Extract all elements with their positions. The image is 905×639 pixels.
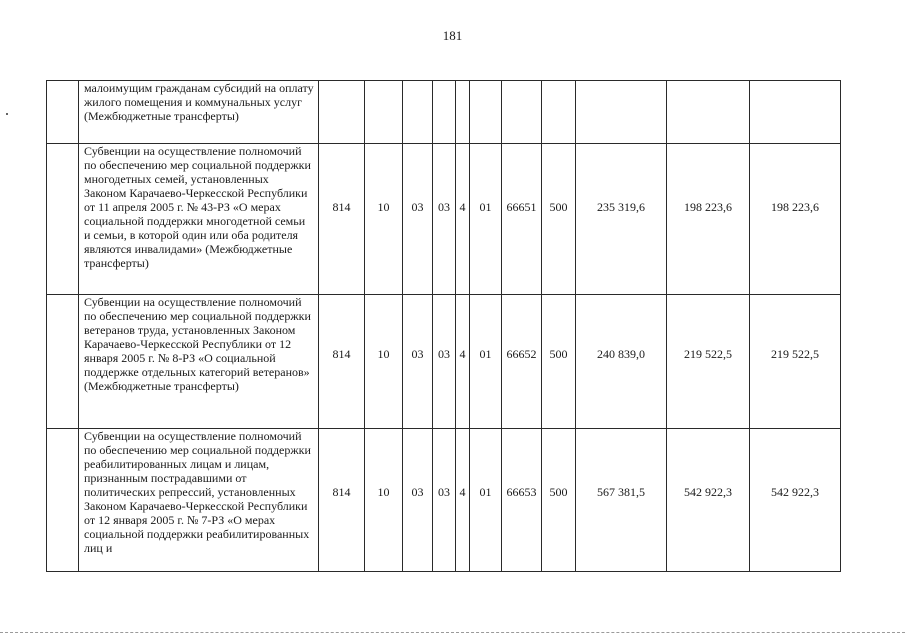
cs-part4-value: 66651 [506, 200, 537, 214]
cs-part1-value: 03 [438, 200, 450, 214]
row-name-text: Субвенции на осуществление полномочий по обеспечению мер социальной поддержки многодетных семей, установленных Законом Карачаево-Черкесской Республики от 11 апреля 2005 г. № 43-РЗ «О мерах социальной поддержки многодетной семьи и семьи, в которой один или оба родителя являются инвалидами» (Межбюджетные трансферты) [84, 144, 311, 270]
amount-year2-cell [667, 429, 750, 572]
cs-part3-value: 01 [479, 485, 492, 499]
rz-value: 10 [377, 485, 390, 499]
amount-year2-value: 219 522,5 [684, 346, 732, 361]
pr-cell [403, 295, 433, 429]
row-index-cell [47, 429, 79, 572]
amount-year3-value: 219 522,5 [771, 346, 819, 361]
row-name-cell [79, 429, 319, 572]
table-row [47, 429, 841, 572]
row-name-text: Субвенции на осуществление полномочий по обеспечению мер социальной поддержки ветеранов труда, установленных Законом Карачаево-Черкесской Республики от 12 января 2005 г. № 8-РЗ «О социальной поддержке отдельных категорий ветеранов» (Межбюджетные трансферты) [84, 295, 311, 393]
row-name-text: Субвенции на осуществление полномочий по обеспечению мер социальной поддержки реабилитированных лицам и лицам, признанным пострадавшими от политических репрессий, установленных Законом Карачаево-Черкесской Республики от 12 января 2005 г. № 7-РЗ «О мерах социальной поддержки реабилитированных лиц и [84, 429, 311, 555]
cs-part4-cell [502, 295, 542, 429]
cs-part4-value: 66653 [506, 485, 537, 499]
cs-part4-cell [502, 144, 542, 295]
amount-year1-value: 235 319,6 [597, 200, 645, 214]
row-name-cell [79, 144, 319, 295]
amount-year3-cell [750, 81, 841, 144]
row-name-cell [79, 81, 319, 144]
vr-cell [542, 81, 576, 144]
rz-cell [365, 81, 403, 144]
pr-cell [403, 429, 433, 572]
gr-cell [319, 429, 365, 572]
table-row [47, 295, 841, 429]
cs-part2-cell [456, 81, 470, 144]
amount-year2-cell [667, 81, 750, 144]
vr-value: 500 [549, 485, 568, 499]
row-name-text: малоимущим гражданам субсидий на оплату жилого помещения и коммунальных услуг (Межбюджетные трансферты) [84, 81, 314, 123]
pr-cell [403, 144, 433, 295]
pr-value: 03 [411, 200, 424, 214]
budget-table [46, 80, 841, 572]
gr-value: 814 [332, 200, 351, 214]
amount-year2-cell [667, 144, 750, 295]
gr-cell [319, 144, 365, 295]
rz-cell [365, 295, 403, 429]
amount-year3-value: 198 223,6 [771, 200, 819, 214]
rz-cell [365, 144, 403, 295]
rz-value: 10 [377, 346, 390, 361]
cs-part2-value: 4 [459, 346, 466, 361]
gr-cell [319, 81, 365, 144]
amount-year3-cell [750, 144, 841, 295]
amount-year3-value: 542 922,3 [771, 485, 819, 499]
row-index-cell [47, 81, 79, 144]
cs-part4-cell [502, 429, 542, 572]
rz-cell [365, 429, 403, 572]
amount-year2-value: 198 223,6 [684, 200, 732, 214]
amount-year1-cell [576, 144, 667, 295]
cs-part2-value: 4 [459, 485, 466, 499]
vr-value: 500 [549, 346, 568, 361]
scan-speck [6, 113, 8, 115]
cs-part3-cell [470, 295, 502, 429]
cs-part2-value: 4 [459, 200, 466, 214]
amount-year1-cell [576, 429, 667, 572]
cs-part1-value: 03 [438, 485, 450, 499]
row-name-cell [79, 295, 319, 429]
cs-part1-cell [433, 81, 456, 144]
amount-year3-cell [750, 429, 841, 572]
amount-year2-value: 542 922,3 [684, 485, 732, 499]
gr-value: 814 [332, 485, 351, 499]
scan-edge-line [0, 632, 905, 633]
amount-year1-cell [576, 81, 667, 144]
row-index-cell [47, 144, 79, 295]
cs-part2-cell [456, 144, 470, 295]
pr-value: 03 [411, 346, 424, 361]
cs-part1-cell [433, 429, 456, 572]
amount-year3-cell [750, 295, 841, 429]
amount-year1-cell [576, 295, 667, 429]
cs-part1-cell [433, 144, 456, 295]
amount-year1-value: 567 381,5 [597, 485, 645, 499]
amount-year2-cell [667, 295, 750, 429]
page-number: 181 [442, 28, 463, 43]
cs-part4-cell [502, 81, 542, 144]
table-row [47, 81, 841, 144]
row-index-cell [47, 295, 79, 429]
gr-cell [319, 295, 365, 429]
cs-part3-value: 01 [479, 200, 492, 214]
pr-cell [403, 81, 433, 144]
cs-part3-value: 01 [479, 346, 492, 361]
vr-value: 500 [549, 200, 568, 214]
vr-cell [542, 144, 576, 295]
vr-cell [542, 429, 576, 572]
cs-part3-cell [470, 429, 502, 572]
cs-part4-value: 66652 [506, 346, 537, 361]
table-row [47, 144, 841, 295]
rz-value: 10 [377, 200, 390, 214]
pr-value: 03 [411, 485, 424, 499]
amount-year1-value: 240 839,0 [597, 346, 645, 361]
cs-part2-cell [456, 295, 470, 429]
vr-cell [542, 295, 576, 429]
cs-part3-cell [470, 144, 502, 295]
gr-value: 814 [332, 346, 351, 361]
cs-part1-value: 03 [438, 346, 450, 361]
cs-part2-cell [456, 429, 470, 572]
cs-part1-cell [433, 295, 456, 429]
cs-part3-cell [470, 81, 502, 144]
